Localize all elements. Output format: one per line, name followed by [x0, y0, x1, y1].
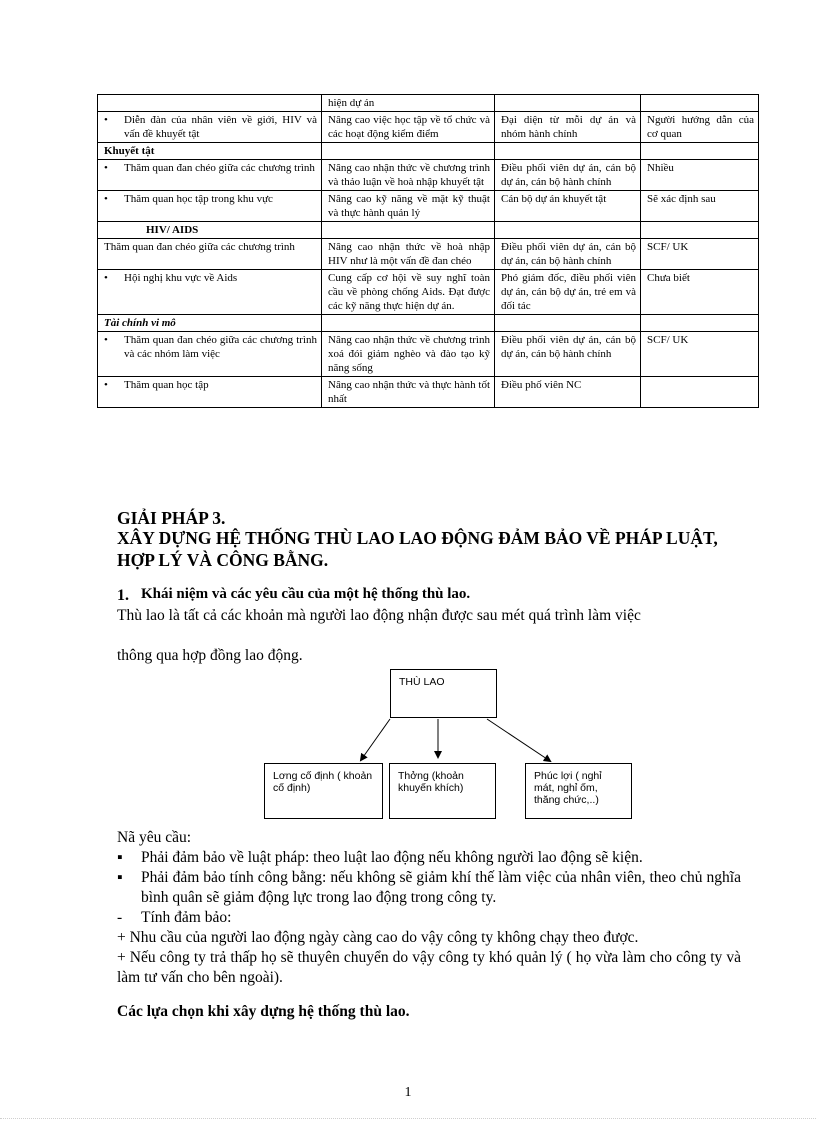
cell-text: Nâng cao nhận thức về chương trình xoá đói giảm nghèo và đào tạo kỹ năng sống — [328, 334, 490, 374]
choices-title: Các lựa chọn khi xây dựng hệ thống thù lao. — [117, 1003, 410, 1020]
section-label: HIV/ AIDS — [146, 224, 199, 236]
plus-note-2: + Nếu công ty trả thấp họ sẽ thuyên chuyển do vậy công ty khó quản lý ( họ vừa làm cho công ty và làm tư vấn cho bên ngoài). — [117, 949, 741, 986]
diagram-box-remuneration: THÙ LAO — [390, 669, 497, 718]
diagram-box-benefits: Phúc lợi ( nghỉ mát, nghỉ ốm, thăng chức,..) — [525, 763, 632, 819]
cell-text: Hội nghị khu vực về Aids — [124, 272, 238, 284]
cell-text: Cung cấp cơ hội về suy nghĩ toàn cầu về phòng chống Aids. Đạt được các kỹ năng thực hiện dự án. — [328, 272, 490, 312]
solution-title-heading: XÂY DỰNG HỆ THỐNG THÙ LAO LAO ĐỘNG ĐẢM BẢO VỀ PHÁP LUẬT, HỢP LÝ VÀ CÔNG BẰNG. — [117, 528, 718, 570]
cell-text: Điều phối viên dự án, cán bộ dự án, cán bộ hành chính — [501, 334, 636, 360]
cell-text: Nâng cao nhận thức về hoà nhập HIV như là một vấn đề đan chéo — [328, 241, 490, 267]
cell-text: Diễn đàn của nhân viên về giới, HIV và vấn đề khuyết tật — [124, 114, 317, 140]
requirement-item-fairness: ▪ Phải đảm bảo tính công bằng: nếu không sẽ giảm khí thế làm việc của nhân viên, theo chủ nghĩa bình quân sẽ giảm động lực trong lao động trong công ty. — [117, 869, 741, 906]
cell-text: SCF/ UK — [647, 334, 689, 346]
plus-note-1: + Nhu cầu của người lao động ngày càng cao do vậy công ty không chạy theo được. — [117, 929, 639, 946]
requirement-item-assurance: - Tính đảm bảo: — [117, 909, 232, 926]
cell-text: Thăm quan học tập — [124, 379, 209, 391]
cell-text: Chưa biết — [647, 272, 690, 284]
cell-text: SCF/ UK — [647, 241, 689, 253]
cell-text: Điều phố viên NC — [501, 379, 582, 391]
bullet-icon: • — [104, 334, 108, 346]
cell-text: Nâng cao nhận thức và thực hành tốt nhất — [328, 379, 490, 405]
bullet-icon: • — [104, 114, 108, 126]
cell-text: Thăm quan học tập trong khu vực — [124, 193, 273, 205]
bullet-icon: • — [104, 272, 108, 284]
bullet-icon: • — [104, 193, 108, 205]
cell-text: Nâng cao nhận thức về chương trình và thảo luận về hoà nhập khuyết tật — [328, 162, 490, 188]
diagram-box-bonus: Thởng (khoản khuyến khích) — [389, 763, 496, 819]
section-title: Khái niệm và các yêu cầu của một hệ thống thù lao. — [141, 586, 471, 602]
section-label: Tài chính vi mô — [104, 317, 176, 329]
cell-text: Điều phối viên dự án, cán bộ dự án, cán bộ hành chính — [501, 241, 636, 267]
requirement-item-legal: ▪ Phải đảm bảo về luật pháp: theo luật lao động nếu không người lao động sẽ kiện. — [117, 849, 643, 866]
definition-paragraph-cont: thông qua hợp đồng lao động. — [117, 647, 303, 664]
cell-text: Thăm quan đan chéo giữa các chương trình và các nhóm làm việc — [124, 334, 317, 360]
diagram-box-fixed-salary: Lơng cố định ( khoản cố định) — [264, 763, 383, 819]
cell-text: Nhiều — [647, 162, 674, 174]
cell-text: Nâng cao việc học tập về tổ chức và các hoạt động kiểm điểm — [328, 114, 490, 140]
cell-text: Người hướng dẫn của cơ quan — [647, 114, 754, 140]
cell-text: Sẽ xác định sau — [647, 193, 716, 205]
section-number: 1. — [117, 587, 129, 604]
cell-text: Đại diện từ mỗi dự án và nhóm hành chính — [501, 114, 636, 140]
cell-text: Cán bộ dự án khuyết tật — [501, 193, 607, 205]
page-bottom-divider — [0, 1118, 816, 1119]
cell-text: Thăm quan đan chéo giữa các chương trình — [124, 162, 315, 174]
cell-text: Thăm quan đan chéo giữa các chương trình — [104, 241, 295, 253]
cell-text: Điều phối viên dự án, cán bộ dự án, cán bộ hành chính — [501, 162, 636, 188]
page-number: 1 — [404, 1085, 412, 1100]
cell-text: hiện dự án — [328, 97, 375, 109]
definition-paragraph: Thù lao là tất cả các khoản mà người lao động nhận được sau mét quá trình làm việc — [117, 607, 641, 624]
bullet-icon: • — [104, 379, 108, 391]
cell-text: Nâng cao kỹ năng về mặt kỹ thuật và thực hành quản lý — [328, 193, 490, 219]
cell-text: Phó giám đốc, điều phối viên dự án, cán bộ dự án, trẻ em và đối tác — [501, 272, 636, 312]
requirements-intro: Nã yêu cầu: — [117, 829, 192, 846]
bullet-icon: • — [104, 162, 108, 174]
solution-number-heading: GIẢI PHÁP 3. — [117, 508, 226, 528]
section-label: Khuyết tật — [104, 145, 155, 157]
